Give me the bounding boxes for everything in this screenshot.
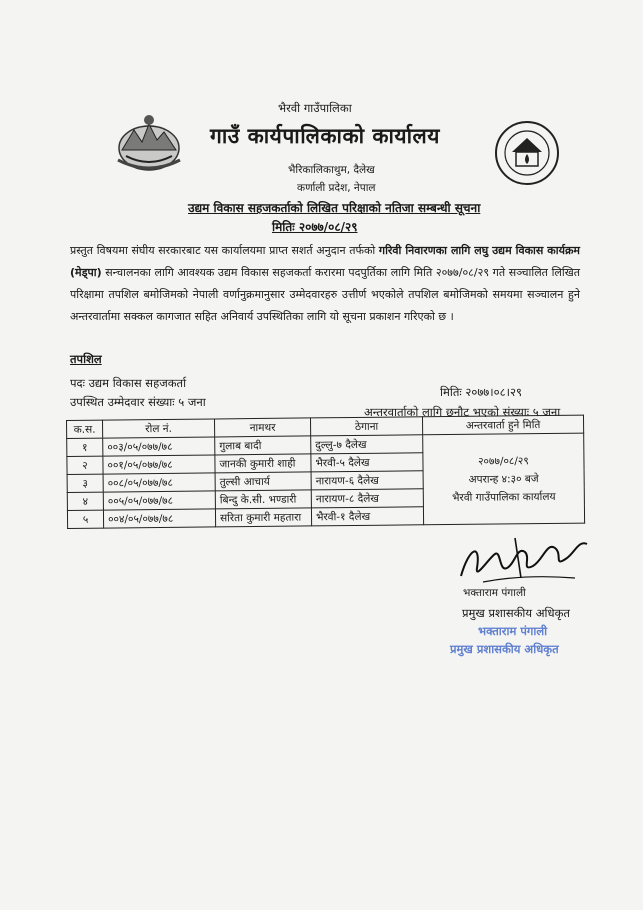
notice-title: उद्यम विकास सहजकर्ताको लिखित परिक्षाको नतिजा सम्बन्धी सूचना — [188, 201, 481, 215]
header-interview-date: अन्तरवार्ता हुने मिति — [422, 415, 583, 435]
notice-body-post: सन्चालनका लागि आवश्यक उद्यम विकास सहजकर्ता करारमा पदपुर्तिका लागि मिति २०७७/०८/२९ गते सञ्चालित लिखित परिक्षामा तपशिल बमोजिमको नेपाली वर्णानुक्रमानुसार उम्मेदवारहरु उत्तीर्ण भएकोले तपशिल बमोजिमको समयमा सञ्चालन हुने अन्तरवार्तामा सक्कल कागजात सहित अनिवार्य उपस्थितिका लागि यो सूचना प्रकाशन गरिएको छ । — [70, 266, 580, 323]
cell-roll: ००३/०५/०७७/७८ — [103, 437, 215, 456]
details-date: मितिः २०७७।०८।२९ — [440, 385, 522, 399]
municipality-name: भैरवी गाउँपालिका — [278, 101, 352, 115]
candidate-table — [66, 415, 585, 529]
cell-sn: १ — [67, 438, 103, 456]
office-name: गाउँ कार्यपालिकाको कार्यालय — [210, 124, 440, 148]
municipality-logo-icon — [494, 120, 560, 186]
cell-roll: ००१/०५/०७७/७८ — [103, 455, 215, 474]
interview-time: अपरान्ह ४:३० बजे — [468, 472, 539, 486]
signatory-name: भक्ताराम पंगाली — [463, 587, 526, 599]
cell-name: जानकी कुमारी शाही — [215, 454, 311, 473]
interview-info-cell — [423, 433, 585, 525]
cell-sn: ४ — [67, 492, 103, 510]
address-line-1: भैरिकालिकाथुम, दैलेख — [288, 164, 375, 176]
cell-address: भैरवी-१ दैलेख — [311, 507, 423, 526]
cell-sn: ३ — [67, 474, 103, 492]
stamp-designation: प्रमुख प्रशासकीय अधिकृत — [450, 642, 559, 656]
notice-date: मितिः २०७७/०८/२९ — [272, 220, 358, 234]
signatory-designation: प्रमुख प्रशासकीय अधिकृत — [462, 606, 570, 620]
cell-name: गुलाब बादी — [215, 436, 311, 455]
selected-count: अन्तरवार्ताको लागि छनौट भएको संख्याः ५ जना — [364, 405, 561, 419]
cell-address: नारायण-६ दैलेख — [311, 471, 423, 490]
interview-date: २०७७/०८/२९ — [478, 454, 529, 468]
header-name: नामथर — [214, 418, 310, 437]
cell-roll: ००८/०५/०७७/७८ — [103, 473, 215, 492]
details-label: तपशिल — [70, 352, 102, 366]
cell-roll: ००५/०५/०७७/७८ — [103, 491, 215, 510]
signature-icon — [455, 528, 595, 588]
cell-name: तुल्सी आचार्य — [215, 472, 311, 491]
post-name: पदः उद्यम विकास सहजकर्ता — [70, 376, 187, 390]
header-address: ठेगाना — [310, 417, 422, 436]
interview-venue: भैरवी गाउँपालिका कार्यालय — [452, 490, 556, 504]
cell-sn: ५ — [67, 510, 103, 528]
cell-address: दुल्लु-७ दैलेख — [311, 435, 423, 454]
header-sn: क.स. — [67, 420, 103, 438]
cell-address: नारायण-८ दैलेख — [311, 489, 423, 508]
cell-sn: २ — [67, 456, 103, 474]
nepal-emblem-icon — [112, 110, 186, 174]
address-line-2: कर्णाली प्रदेश, नेपाल — [297, 182, 376, 194]
stamp-name: भक्ताराम पंगाली — [478, 624, 548, 638]
notice-body — [70, 240, 580, 328]
notice-body-pre: प्रस्तुत विषयमा संघीय सरकारबाट यस कार्यालयमा प्राप्त सशर्त अनुदान तर्फको — [70, 244, 379, 257]
present-count: उपस्थित उम्मेदवार संख्याः ५ जना — [70, 395, 206, 409]
cell-roll: ००४/०५/०७७/७८ — [103, 509, 215, 528]
notice-body-program: गरिवी निवारणका लागि लघु उद्यम विकास कार्यक्रम (मेड्पा) — [70, 244, 580, 279]
cell-name: सरिता कुमारी महतारा — [215, 508, 311, 527]
cell-name: बिन्दु के.सी. भण्डारी — [215, 490, 311, 509]
cell-address: भैरवी-५ दैलेख — [311, 453, 423, 472]
header-roll: रोल नं. — [103, 419, 215, 438]
